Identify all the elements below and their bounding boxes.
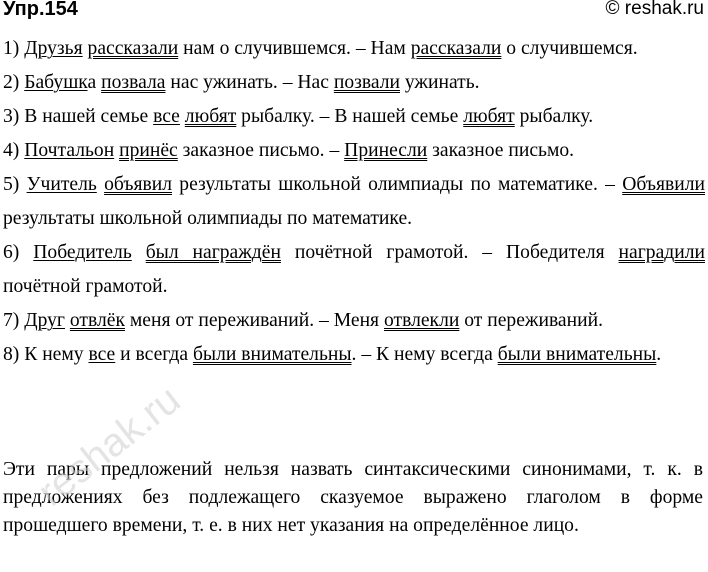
sentence-text: 2) <box>3 72 25 93</box>
sentence-text: нас ужинать. – Нас <box>165 72 334 93</box>
predicate-word: Принесли <box>344 140 428 161</box>
sentence-text: 4) <box>3 140 25 161</box>
sentence-text <box>97 174 104 195</box>
sentence-text: 3) В нашей семье <box>3 106 154 127</box>
sentence-pair-item <box>3 134 705 168</box>
predicate-word: любят <box>184 106 237 127</box>
sentence-pair-item <box>3 304 705 338</box>
sentence-pair-item <box>3 66 705 100</box>
subject-word: Учитель <box>26 174 97 195</box>
predicate-word: Объявили <box>622 174 705 195</box>
site-brand: © reshak.ru <box>605 0 704 19</box>
predicate-word: рассказали <box>410 38 502 59</box>
exercise-title: Упр.154 <box>3 0 78 20</box>
sentence-text: 7) <box>3 310 25 331</box>
sentence-pair-item <box>3 338 705 372</box>
predicate-word: позвала <box>101 72 166 93</box>
sentence-text: почётной грамотой. <box>3 276 168 297</box>
sentence-text: результаты школьной олимпиады по математике. <box>3 208 413 229</box>
predicate-word: были внимательны <box>497 344 657 365</box>
page-header <box>3 0 704 24</box>
sentence-text: а <box>87 72 102 93</box>
predicate-word: любят <box>463 106 515 127</box>
sentence-pairs-list <box>3 32 705 372</box>
sentence-text <box>132 242 146 263</box>
subject-word: все <box>88 344 116 365</box>
subject-word: Бабушк <box>24 72 88 93</box>
sentence-text: 5) <box>3 174 27 195</box>
conclusion-paragraph: Эти пары предложений нельзя назвать синтаксическими синонимами, т. к. в предложениях без подлежащего сказуемое выражено глаголом в форме прошедшего времени, т. е. в них нет указания на определённое лицо. <box>3 459 703 536</box>
predicate-word: позвали <box>333 72 400 93</box>
predicate-word: были внимательны <box>192 344 352 365</box>
sentence-text: ужинать. <box>400 72 480 93</box>
sentence-text: . <box>656 344 662 365</box>
sentence-text: 8) К нему <box>3 344 89 365</box>
sentence-text: меня от переживаний. – Меня <box>124 310 384 331</box>
predicate-word: принёс <box>119 140 178 161</box>
sentence-pair-item <box>3 32 705 66</box>
sentence-pair-item <box>3 236 705 304</box>
sentence-text: почётной грамотой. – Победителя <box>280 242 619 263</box>
sentence-text: заказное письмо. <box>427 140 575 161</box>
subject-word: Почтальон <box>24 140 115 161</box>
sentence-text: результаты школьной олимпиады по математике. – <box>172 174 623 195</box>
sentence-pair-item <box>3 100 705 134</box>
sentence-text: рыбалку. – В нашей семье <box>236 106 464 127</box>
sentence-text: 6) <box>3 242 34 263</box>
sentence-text: 1) <box>3 38 25 59</box>
predicate-word: отвлекли <box>383 310 460 331</box>
sentence-text: и всегда <box>115 344 193 365</box>
sentence-text: . – К нему всегда <box>351 344 498 365</box>
watermark: reshak.ru <box>30 377 189 515</box>
sentence-text: от переживаний. <box>459 310 603 331</box>
predicate-word: объявил <box>104 174 173 195</box>
predicate-word: отвлёк <box>69 310 125 331</box>
sentence-pair-item <box>3 168 705 236</box>
predicate-word: наградили <box>618 242 705 263</box>
subject-word: Друзья <box>24 38 83 59</box>
sentence-text: нам о случившемся. – Нам <box>178 38 411 59</box>
predicate-word: был награждён <box>145 242 281 263</box>
predicate-word: рассказали <box>87 38 179 59</box>
sentence-text: рыбалку. <box>514 106 594 127</box>
sentence-text: заказное письмо. – <box>177 140 345 161</box>
sentence-text: о случившемся. <box>501 38 638 59</box>
subject-word: Победитель <box>33 242 132 263</box>
subject-word: Друг <box>24 310 65 331</box>
subject-word: все <box>153 106 180 127</box>
